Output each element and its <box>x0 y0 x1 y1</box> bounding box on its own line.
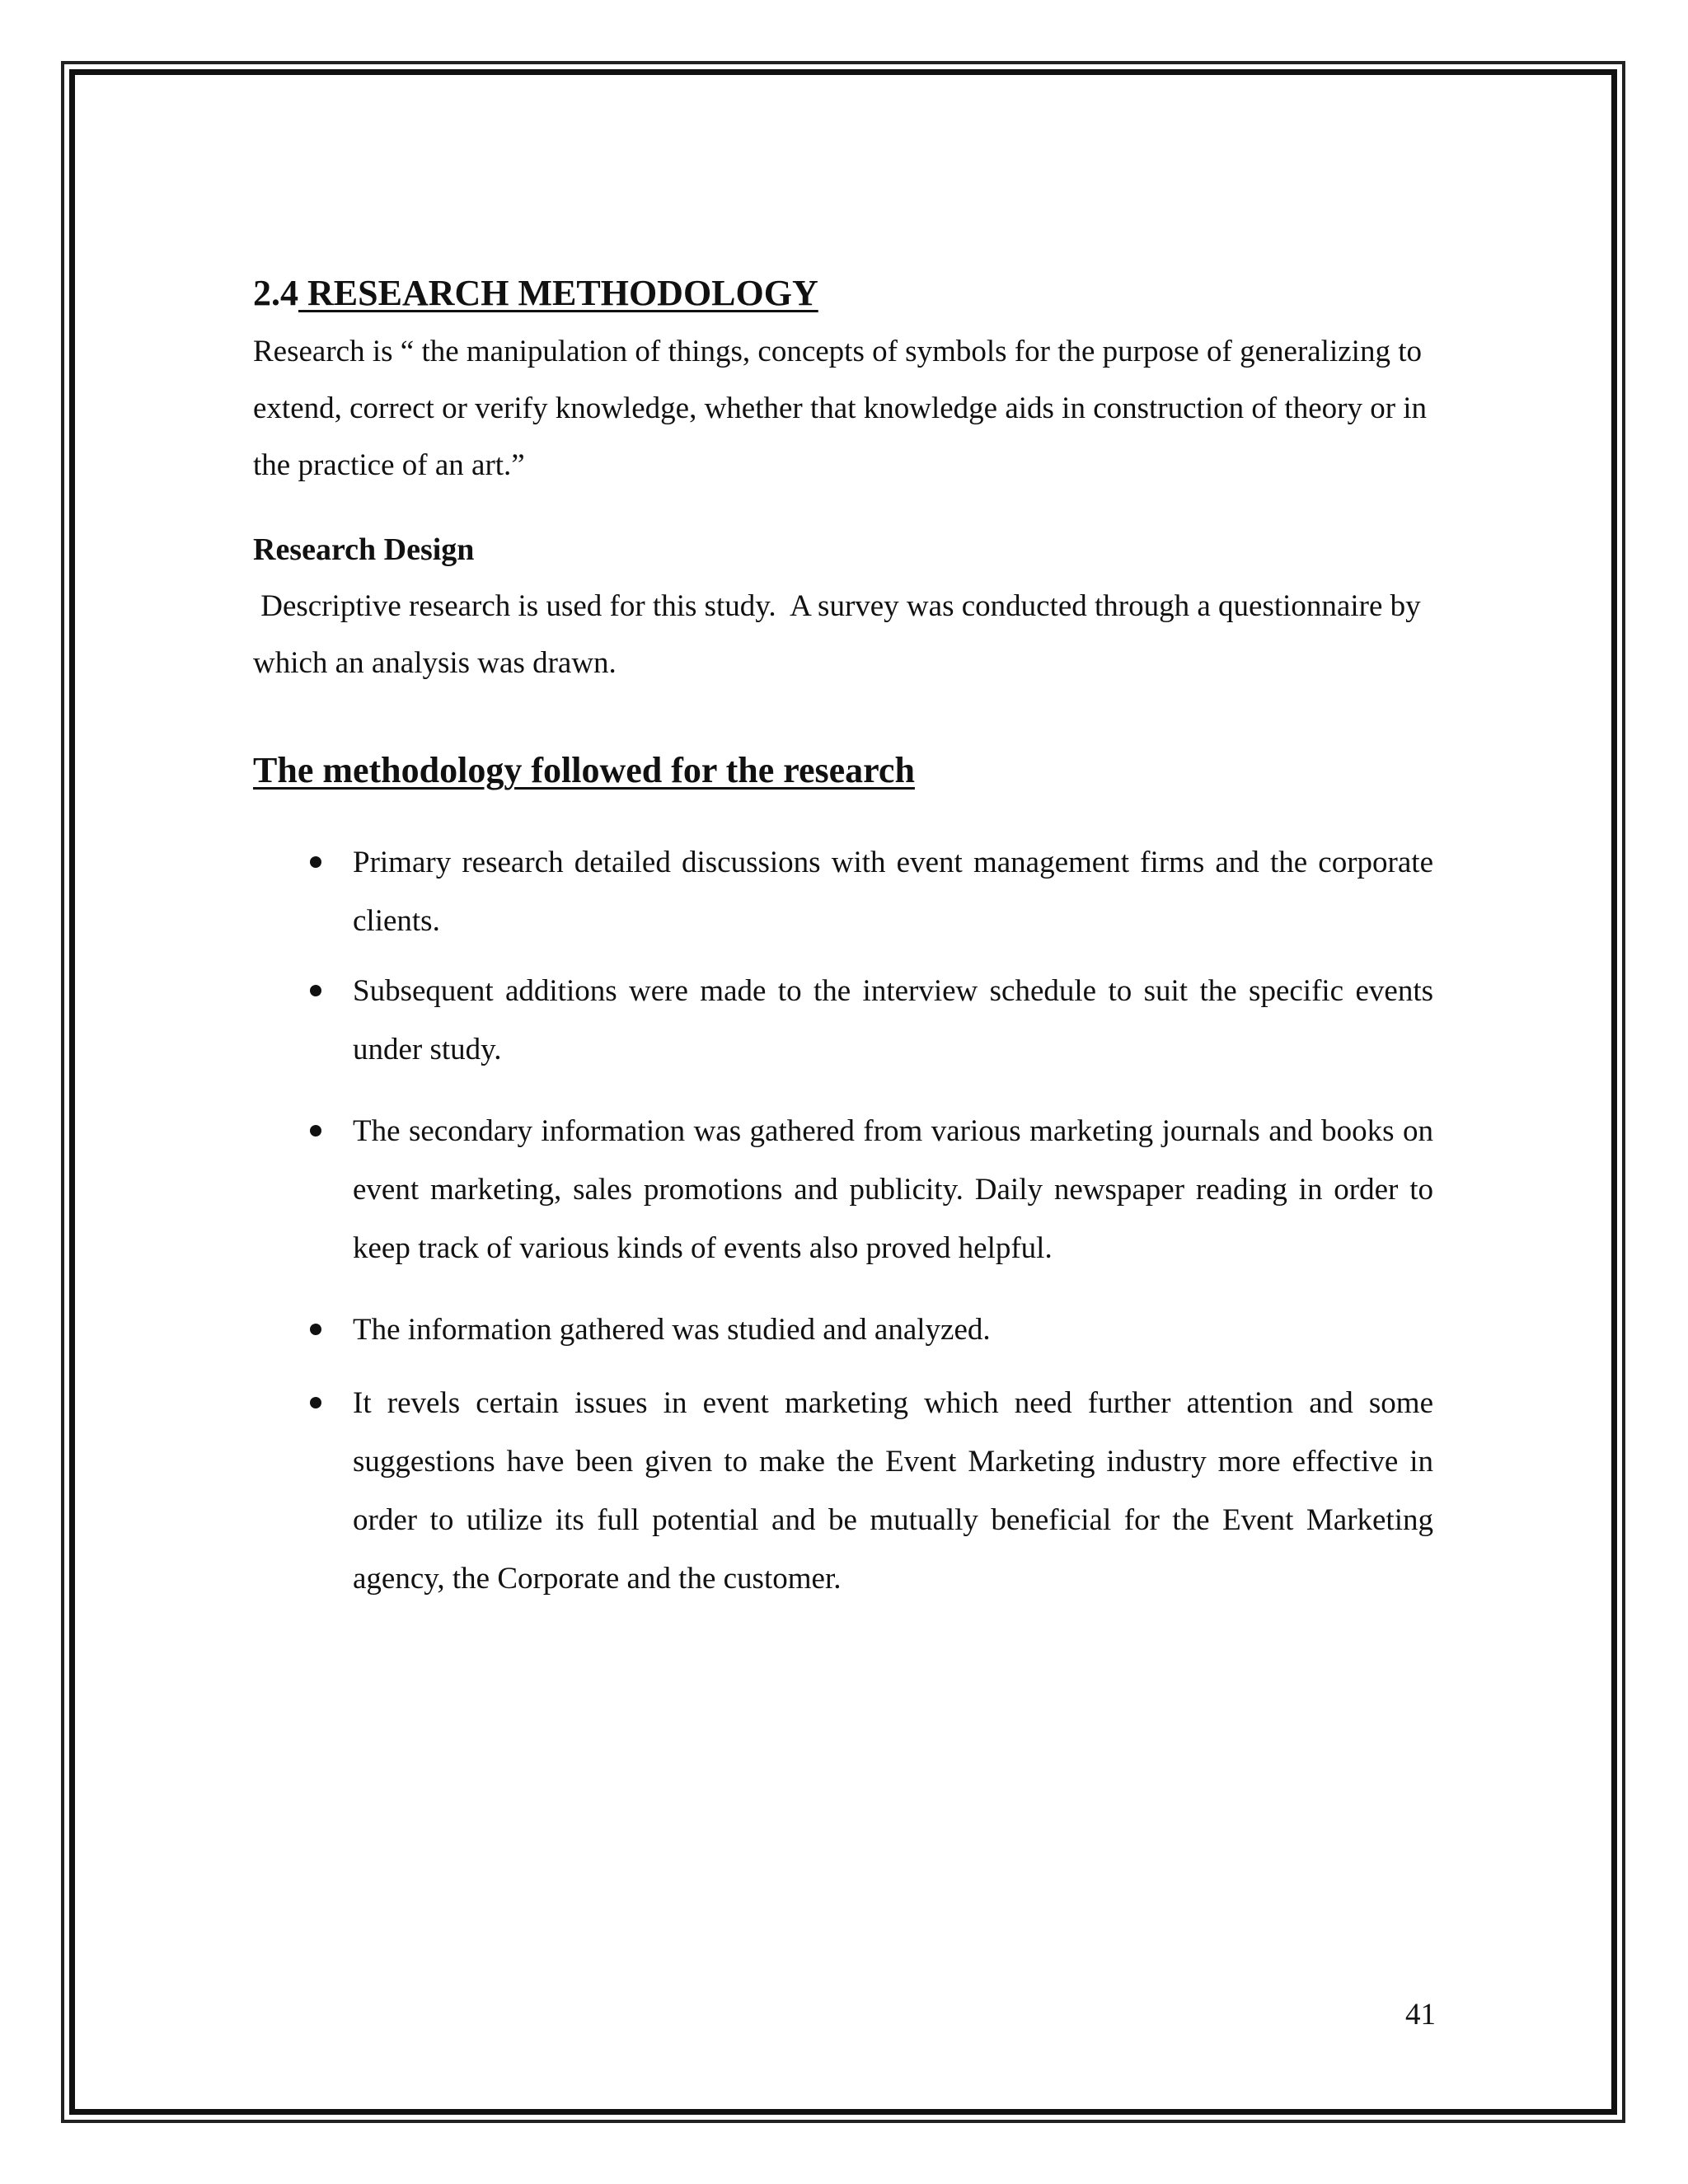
list-item <box>253 833 1433 950</box>
list-item-text: The information gathered was studied and analyzed. <box>353 1313 991 1347</box>
research-design-text: Descriptive research is used for this study. A survey was conducted through a questionnaire by which an analysis was drawn. <box>253 589 1428 680</box>
research-design-heading: Research Design <box>253 532 475 567</box>
page-content <box>253 264 1433 1608</box>
methodology-list <box>253 833 1433 1608</box>
methodology-heading <box>253 741 1433 800</box>
methodology-heading-text: The methodology followed for the research <box>253 750 915 790</box>
intro-paragraph: Research is “ the manipulation of things, concepts of symbols for the purpose of generalizing to extend, correct or verify knowledge, whether that knowledge aids in construction of theory or in the practice of an art.” <box>253 335 1428 482</box>
section-number: 2.4 <box>253 273 298 313</box>
section-heading <box>253 264 1433 323</box>
list-item-text: It revels certain issues in event marketing which need further attention and some suggestions have been given to make the Event Marketing industry more effective in order to utilize its full potential and be mutually beneficial for the Event Marketing agency, the Corporate and the customer. <box>353 1386 1433 1596</box>
bullet-icon <box>310 1125 321 1137</box>
list-item <box>253 962 1433 1079</box>
list-item <box>253 1301 1433 1359</box>
page-number: 41 <box>1405 1998 1436 2032</box>
list-item-text: Primary research detailed discussions with event management firms and the corporate clients. <box>353 846 1433 938</box>
list-item-text: Subsequent additions were made to the interview schedule to suit the specific events under study. <box>353 974 1433 1066</box>
bullet-icon <box>310 1397 321 1408</box>
bullet-icon <box>310 985 321 996</box>
bullet-icon <box>310 1324 321 1335</box>
section-title: RESEARCH METHODOLOGY <box>307 273 818 313</box>
list-item <box>253 1374 1433 1608</box>
list-item <box>253 1102 1433 1277</box>
bullet-icon <box>310 856 321 868</box>
list-item-text: The secondary information was gathered from various marketing journals and books on event marketing, sales promotions and publicity. Daily newspaper reading in order to keep track of various kinds of events also proved helpful. <box>353 1114 1433 1265</box>
